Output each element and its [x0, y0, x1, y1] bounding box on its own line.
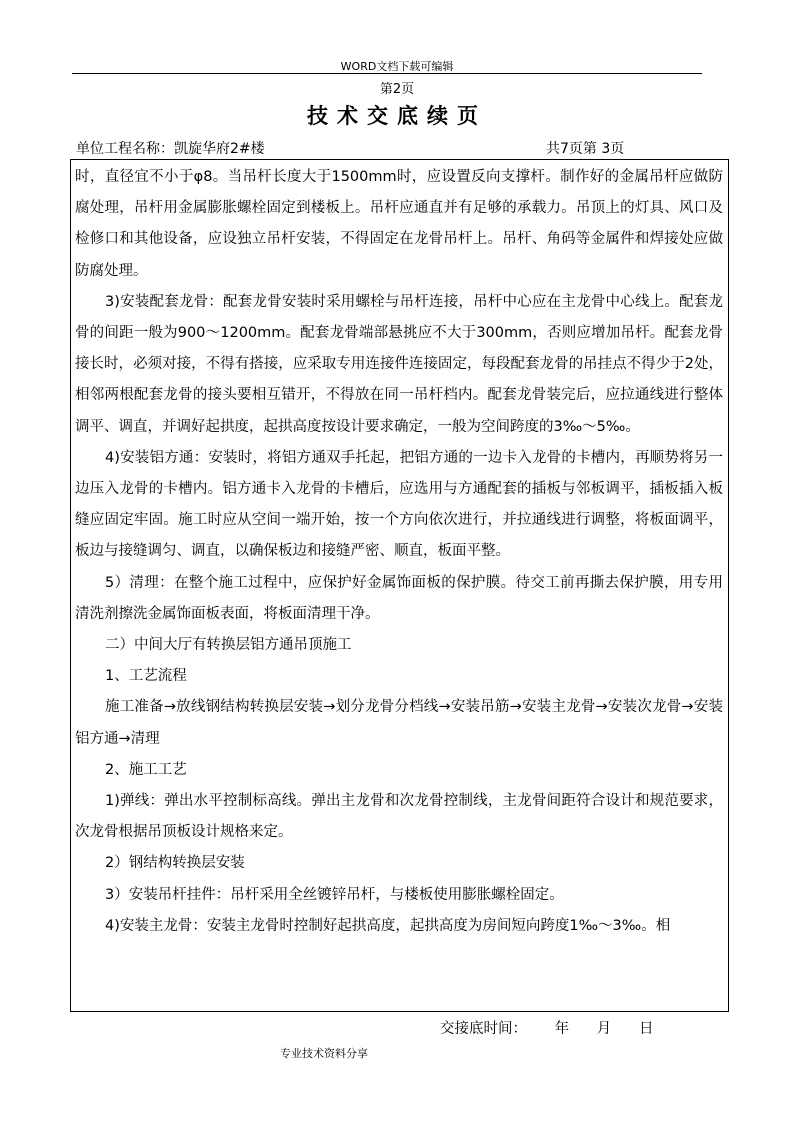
- paragraph: 2）钢结构转换层安装: [105, 855, 245, 872]
- doc-note: WORD文档下载可编辑: [340, 60, 454, 73]
- header-rule: [72, 73, 702, 74]
- paragraph: 时，直径宜不小于φ8。当吊杆长度大于1500mm时，应设置反向支撑杆。制作好的金属吊杆应做防腐处理，吊杆用金属膨胀螺栓固定到楼板上。吊杆应通直并有足够的承载力。吊顶上的灯具、风口及检修口和其他设备，应设独立吊杆安装，不得固定在龙骨吊杆上。吊杆、角码等金属件和焊接处应做防腐处理。: [75, 169, 723, 279]
- paragraph: 3）安装吊杆挂件：吊杆采用全丝镀锌吊杆，与楼板使用膨胀螺栓固定。: [105, 886, 564, 903]
- paragraph: 1)弹线：弹出水平控制标高线。弹出主龙骨和次龙骨控制线，主龙骨间距符合设计和规范要求，次龙骨根据吊顶板设计规格来定。: [75, 793, 723, 841]
- subsection-heading: 1、工艺流程: [105, 668, 187, 685]
- project-name: 单位工程名称：凯旋华府2#楼: [76, 141, 265, 157]
- share-note: 专业技术资料分享: [280, 1047, 368, 1060]
- page-label: 第2页: [379, 82, 415, 97]
- paragraph: 3)安装配套龙骨：配套龙骨安装时采用螺栓与吊杆连接，吊杆中心应在主龙骨中心线上。配套龙骨的间距一般为900～1200mm。配套龙骨端部悬挑应不大于300mm，否则应增加吊杆。配套龙骨接长时，必须对接，不得有搭接，应采取专用连接件连接固定，每段配套龙骨的吊挂点不得少于2处，相邻两根配套龙骨的接头要相互错开，不得放在同一吊杆档内。配套龙骨装完后，应拉通线进行整体调平、调直，并调好起拱度，起拱高度按设计要求确定，一般为空间跨度的3‰～5‰。: [75, 293, 723, 435]
- subsection-heading: 2、施工工艺: [105, 761, 187, 778]
- paragraph: 4)安装铝方通：安装时，将铝方通双手托起，把铝方通的一边卡入龙骨的卡槽内，再顺势将另一边压入龙骨的卡槽内。铝方通卡入龙骨的卡槽后，应选用与方通配套的插板与邻板调平，插板插入板缝应固定牢固。施工时应从空间一端开始，按一个方向依次进行，并拉通线进行调整，将板面调平，板边与接缝调匀、调直，以确保板边和接缝严密、顺直，板面平整。: [75, 449, 723, 560]
- section-heading: 二）中间大厅有转换层铝方通吊顶施工: [105, 637, 352, 654]
- page-title: 技术交底续页: [307, 103, 487, 128]
- page-count: 共7页第 3页: [546, 141, 625, 157]
- paragraph: 施工准备→放线钢结构转换层安装→划分龙骨分档线→安装吊筋→安装主龙骨→安装次龙骨→安装铝方通→清理: [75, 699, 723, 747]
- paragraph: 4)安装主龙骨：安装主龙骨时控制好起拱高度，起拱高度为房间短向跨度1‰～3‰。相: [105, 917, 671, 934]
- handover-time: 交接底时间： 年 月 日: [440, 1021, 654, 1037]
- body-text: [75, 162, 723, 942]
- unit-row: [76, 138, 646, 158]
- paragraph: 5）清理：在整个施工过程中，应保护好金属饰面板的保护膜。待交工前再撕去保护膜，用专用清洗剂擦洗金属饰面板表面，将板面清理干净。: [75, 574, 723, 622]
